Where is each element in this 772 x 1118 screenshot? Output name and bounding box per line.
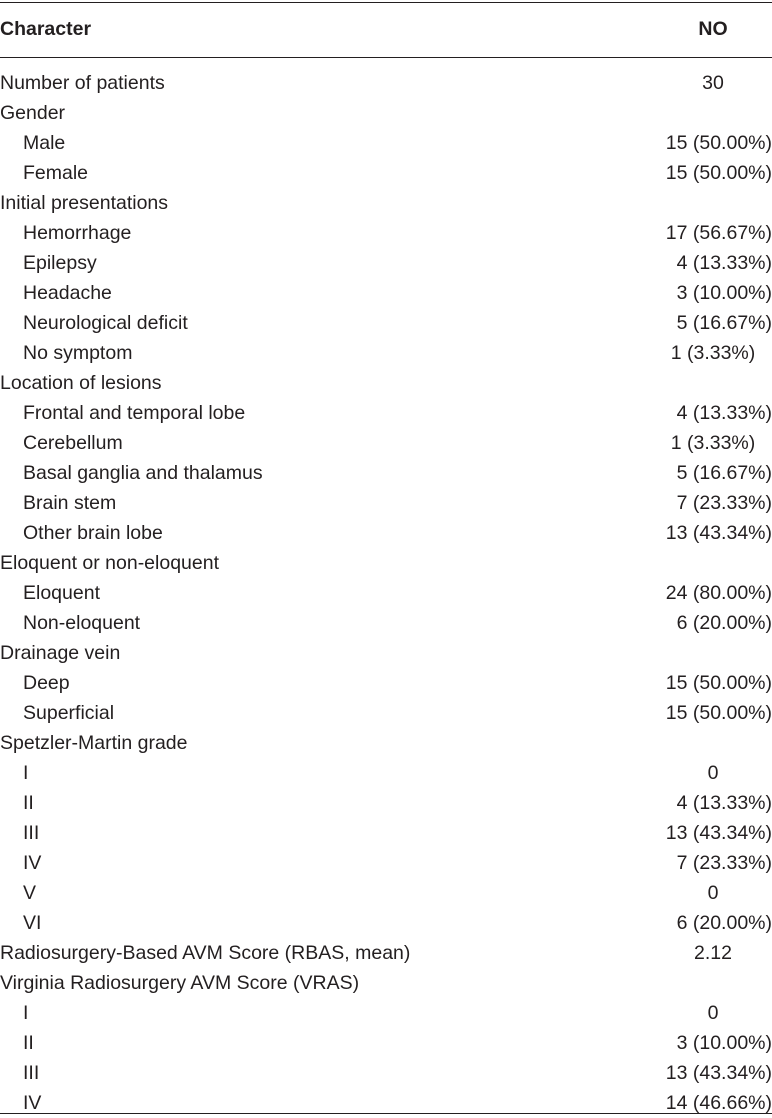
row-label: Location of lesions [0,372,162,394]
row-value: 4 (13.33%) [676,792,772,814]
column-header-character: Character [0,18,92,40]
row-label: Superficial [23,702,115,724]
table-subrow [0,608,772,638]
table-subrow [0,248,772,278]
table-row [0,938,772,968]
table-subrow [0,428,772,458]
table-bottom-rule [0,1113,772,1114]
row-label: Drainage vein [0,642,121,664]
row-label: Deep [23,672,70,694]
table-row [0,728,772,758]
row-label: Other brain lobe [23,522,163,544]
row-label: Eloquent [23,582,100,604]
row-value: 5 (16.67%) [676,462,772,484]
table-subrow [0,878,772,908]
table-subrow [0,908,772,938]
table-row [0,368,772,398]
table-subrow [0,128,772,158]
table-subrow [0,998,772,1028]
row-label: V [23,882,37,904]
row-value: 14 (46.66%) [665,1092,772,1114]
row-label: Initial presentations [0,192,169,214]
table-subrow [0,758,772,788]
row-value: 15 (50.00%) [665,162,772,184]
table-row [0,968,772,998]
row-label: Frontal and temporal lobe [23,402,246,424]
table-subrow [0,698,772,728]
row-label: Brain stem [23,492,117,514]
table-subrow [0,1028,772,1058]
table-subrow [0,338,772,368]
row-label: II [23,792,34,814]
row-value: 13 (43.34%) [665,522,772,544]
table-subrow [0,788,772,818]
row-label: Neurological deficit [23,312,188,334]
column-header-no: NO [698,18,728,40]
row-value: 3 (10.00%) [676,1032,772,1054]
row-value: 7 (23.33%) [676,852,772,874]
row-label: Number of patients [0,72,165,94]
row-label: Cerebellum [23,432,123,454]
table-subrow [0,848,772,878]
table-subrow [0,398,772,428]
table-body [0,68,772,1118]
row-value: 15 (50.00%) [665,702,772,724]
row-value: 4 (13.33%) [676,402,772,424]
row-label: I [23,762,29,784]
row-value: 17 (56.67%) [665,222,772,244]
table-subrow [0,278,772,308]
row-label: Headache [23,282,112,304]
table-subrow [0,818,772,848]
row-label: Epilepsy [23,252,97,274]
table-row [0,188,772,218]
table-subrow [0,308,772,338]
row-label: Eloquent or non-eloquent [0,552,220,574]
row-label: Virginia Radiosurgery AVM Score (VRAS) [0,972,360,994]
table-row [0,98,772,128]
row-label: Non-eloquent [23,612,141,634]
table-subrow [0,218,772,248]
row-value: 30 [702,72,724,94]
table-header-row [0,13,772,45]
row-label: III [23,822,40,844]
table-row [0,68,772,98]
row-value: 7 (23.33%) [676,492,772,514]
row-label: II [23,1032,34,1054]
table-subrow [0,458,772,488]
row-value: 15 (50.00%) [665,672,772,694]
table-row [0,638,772,668]
table-subrow [0,158,772,188]
row-label: Basal ganglia and thalamus [23,462,263,484]
row-label: Hemorrhage [23,222,132,244]
row-label: IV [23,1092,42,1114]
row-value: 2.12 [694,942,732,964]
row-label: Female [23,162,89,184]
row-value: 6 (20.00%) [676,612,772,634]
row-label: No symptom [23,342,133,364]
row-value: 1 (3.33%) [670,432,756,454]
row-value: 3 (10.00%) [676,282,772,304]
row-value: 4 (13.33%) [676,252,772,274]
row-value: 15 (50.00%) [665,132,772,154]
table-header-rule [0,57,772,58]
row-value: 13 (43.34%) [665,1062,772,1084]
table-subrow [0,668,772,698]
row-label: Gender [0,102,66,124]
table-subrow [0,518,772,548]
table-subrow [0,578,772,608]
row-label: Radiosurgery-Based AVM Score (RBAS, mean) [0,942,411,964]
row-value: 0 [707,1002,719,1024]
table-top-rule [0,2,772,3]
row-value: 24 (80.00%) [665,582,772,604]
row-label: VI [23,912,42,934]
row-label: I [23,1002,29,1024]
row-value: 6 (20.00%) [676,912,772,934]
row-label: Male [23,132,66,154]
row-value: 0 [707,762,719,784]
row-value: 0 [707,882,719,904]
row-value: 5 (16.67%) [676,312,772,334]
row-label: Spetzler-Martin grade [0,732,188,754]
table-row [0,548,772,578]
row-label: III [23,1062,40,1084]
row-value: 1 (3.33%) [670,342,756,364]
table-subrow [0,488,772,518]
row-label: IV [23,852,42,874]
row-value: 13 (43.34%) [665,822,772,844]
table-subrow [0,1058,772,1088]
